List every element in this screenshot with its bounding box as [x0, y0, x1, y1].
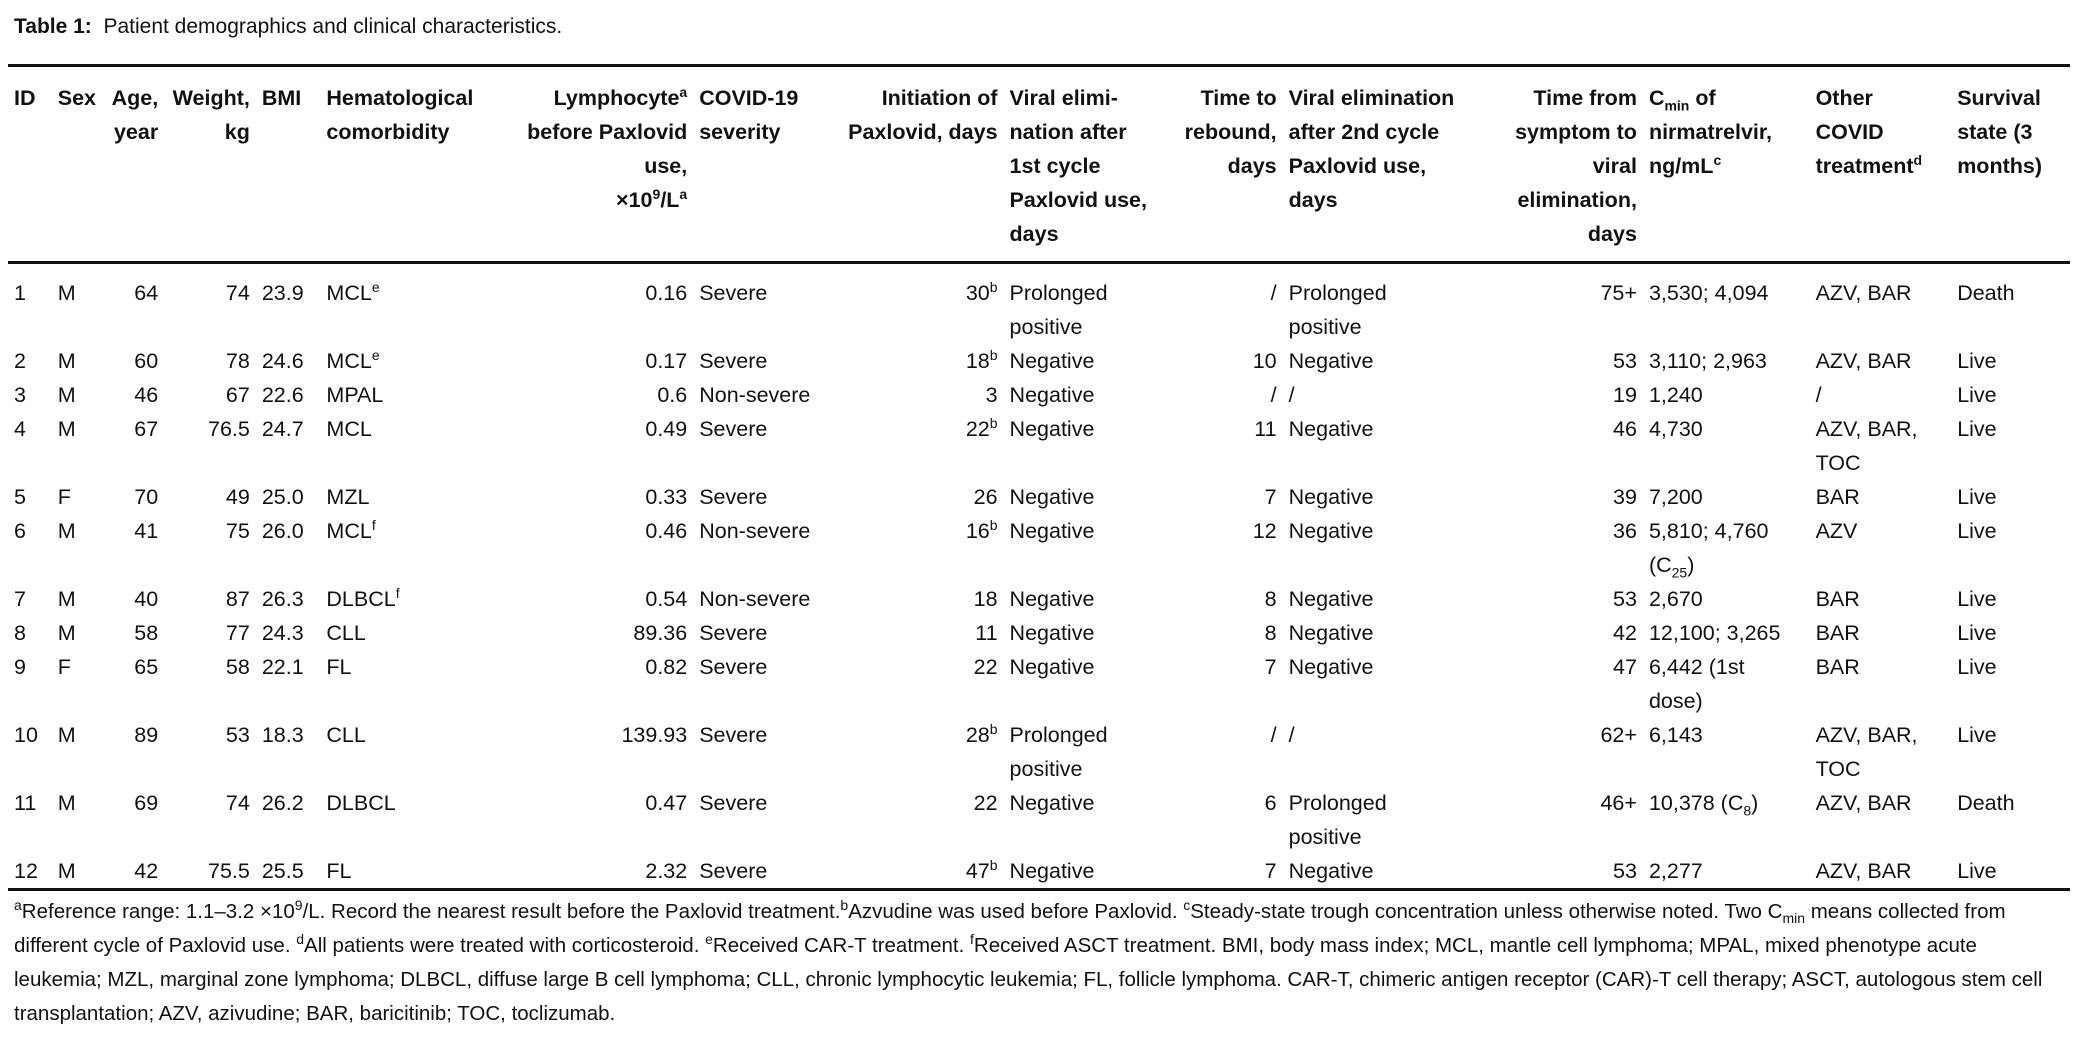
header-comorbidity: Hematological comorbidity: [326, 86, 474, 144]
cell-elim1: Negative: [1009, 383, 1095, 407]
header-lymphocyte: Lymphocyte$^a$ before Paxlovid use, $\times 10^9/L^a$: [527, 83, 688, 212]
cell-age: 69: [134, 791, 159, 815]
cell-elim2: Negative: [1288, 859, 1374, 883]
cell-comorbidity: MPAL: [326, 383, 384, 407]
cell-initiation: 11: [975, 621, 998, 645]
header-severity: COVID-19 severity: [699, 86, 799, 144]
cell-initiation: 3: [985, 383, 998, 407]
table-row: [8, 378, 2070, 412]
cell-id: 3: [14, 383, 26, 407]
cell-rebound: 6: [1264, 791, 1277, 815]
cell-age: 60: [134, 349, 159, 373]
table-row: [8, 582, 2070, 616]
cell-other: AZV, BAR: [1815, 281, 1912, 305]
cell-elim2: Negative: [1288, 519, 1374, 543]
cell-age: 89: [134, 723, 159, 747]
cell-time-symptom: 19: [1613, 383, 1637, 407]
cell-id: 11: [14, 791, 37, 815]
cell-sex: M: [57, 349, 76, 373]
cell-rebound: 8: [1264, 587, 1277, 611]
cell-severity: Severe: [699, 349, 768, 373]
cell-severity: Severe: [699, 281, 768, 305]
cell-sex: M: [57, 587, 76, 611]
cell-comorbidity: FL: [326, 655, 352, 679]
cell-weight: 74: [225, 281, 250, 305]
cell-elim2: /: [1288, 723, 1295, 747]
cell-other: /: [1815, 383, 1822, 407]
cell-elim1: Negative: [1009, 655, 1095, 679]
cell-severity: Non-severe: [699, 587, 811, 611]
cell-rebound: 7: [1264, 485, 1277, 509]
cell-other: BAR: [1815, 621, 1860, 645]
cell-rebound: 10: [1252, 349, 1277, 373]
table-row: [8, 718, 2070, 786]
cell-weight: 87: [225, 587, 250, 611]
cell-time-symptom: 46+: [1600, 791, 1637, 815]
cell-comorbidity: MCLe: [326, 346, 380, 373]
header-rebound: Time to rebound, days: [1184, 86, 1277, 178]
header-age: Age, year: [111, 86, 159, 144]
cell-sex: M: [57, 723, 76, 747]
cell-bmi: 26.2: [261, 791, 304, 815]
cell-rebound: /: [1270, 723, 1277, 747]
cell-cmin: 6,143: [1648, 723, 1703, 747]
cell-elim1: Prolonged positive: [1009, 723, 1108, 781]
cell-id: 12: [14, 859, 38, 883]
table-row: [8, 786, 2070, 854]
cell-elim2: Negative: [1288, 417, 1374, 441]
cell-time-symptom: 39: [1613, 485, 1637, 509]
cell-weight: 49: [225, 485, 250, 509]
cell-other: AZV, BAR: [1815, 791, 1912, 815]
cell-id: 10: [14, 723, 38, 747]
cell-bmi: 25.5: [261, 859, 304, 883]
cell-elim1: Negative: [1009, 485, 1095, 509]
table-row: [8, 854, 2070, 890]
cell-lymphocyte: 2.32: [645, 859, 688, 883]
cell-rebound: 7: [1264, 859, 1277, 883]
cell-cmin: 2,277: [1648, 859, 1703, 883]
cell-weight: 67: [225, 383, 250, 407]
cell-initiation: 18$^b$: [965, 346, 998, 373]
cell-other: AZV, BAR, TOC: [1815, 723, 1918, 781]
cell-other: AZV, BAR, TOC: [1815, 417, 1918, 475]
cell-cmin: 1,240: [1648, 383, 1703, 407]
table-row: [8, 480, 2070, 514]
cell-time-symptom: 47: [1613, 655, 1637, 679]
cell-severity: Severe: [699, 723, 768, 747]
cell-sex: M: [57, 383, 76, 407]
cell-comorbidity: CLL: [326, 723, 366, 747]
cell-severity: Severe: [699, 655, 768, 679]
caption-label: Table 1:: [14, 15, 92, 38]
cell-bmi: 26.3: [261, 587, 304, 611]
cell-elim1: Negative: [1009, 621, 1095, 645]
table-body: [8, 263, 2070, 890]
cell-other: BAR: [1815, 587, 1860, 611]
cell-initiation: 28$^b$: [965, 720, 998, 747]
cell-initiation: 22$^b$: [965, 414, 998, 441]
cell-survival: Live: [1957, 587, 1997, 611]
cell-bmi: 24.3: [261, 621, 304, 645]
cell-survival: Live: [1957, 655, 1997, 679]
cell-cmin: 6,442 (1st dose): [1648, 655, 1745, 713]
cell-survival: Live: [1957, 723, 1997, 747]
table-row: [8, 412, 2070, 480]
cell-rebound: /: [1270, 281, 1277, 305]
cell-severity: Non-severe: [699, 383, 811, 407]
cell-elim2: Negative: [1288, 349, 1374, 373]
cell-age: 70: [134, 485, 159, 509]
cell-elim2: Negative: [1288, 655, 1374, 679]
cell-cmin: 7,200: [1648, 485, 1703, 509]
cell-bmi: 26.0: [261, 519, 304, 543]
header-initiation: Initiation of Paxlovid, days: [848, 86, 998, 144]
cell-rebound: 12: [1252, 519, 1277, 543]
cell-sex: M: [57, 519, 76, 543]
cell-lymphocyte: 0.33: [645, 485, 688, 509]
table-caption: [14, 12, 2068, 42]
cell-weight: 77: [225, 621, 250, 645]
cell-comorbidity: MCL: [326, 417, 372, 441]
caption-text: Patient demographics and clinical characteristics.: [103, 15, 563, 38]
header-sex: Sex: [57, 86, 96, 110]
cell-cmin: 3,110; 2,963: [1648, 349, 1767, 373]
cell-sex: M: [57, 417, 76, 441]
table-row: [8, 514, 2070, 582]
cell-sex: M: [57, 621, 76, 645]
cell-weight: 78: [225, 349, 250, 373]
cell-sex: M: [57, 791, 76, 815]
cell-time-symptom: 36: [1613, 519, 1637, 543]
cell-initiation: 22: [973, 655, 998, 679]
cell-survival: Live: [1957, 383, 1997, 407]
cell-survival: Live: [1957, 519, 1997, 543]
cell-lymphocyte: 0.82: [645, 655, 688, 679]
cell-time-symptom: 46: [1613, 417, 1637, 441]
cell-rebound: 7: [1264, 655, 1277, 679]
table-row: [8, 263, 2070, 345]
cell-survival: Live: [1957, 485, 1997, 509]
cell-severity: Severe: [699, 485, 768, 509]
header-weight: Weight, kg: [172, 86, 250, 144]
cell-comorbidity: DLBCL$^f$: [326, 584, 400, 611]
cell-age: 67: [134, 417, 159, 441]
cell-initiation: 47$^b$: [965, 856, 998, 883]
table-row: [8, 650, 2070, 718]
cell-survival: Live: [1957, 859, 1997, 883]
cell-bmi: 25.0: [261, 485, 304, 509]
cell-id: 5: [14, 485, 26, 509]
cell-weight: 75: [225, 519, 250, 543]
cell-cmin: 4,730: [1648, 417, 1703, 441]
header-id: ID: [14, 86, 36, 110]
cell-weight: 53: [225, 723, 250, 747]
header-elim1: Viral elimi-nation after 1st cycle Paxlovid use, days: [1009, 86, 1147, 246]
cell-age: 41: [134, 519, 159, 543]
patient-table: [8, 64, 2070, 891]
cell-bmi: 24.6: [261, 349, 304, 373]
header-other: Other COVID treatment$^d$: [1815, 86, 1923, 178]
cell-age: 40: [134, 587, 159, 611]
cell-age: 46: [134, 383, 159, 407]
cell-severity: Severe: [699, 417, 768, 441]
cell-elim2: Prolonged positive: [1288, 281, 1387, 339]
cell-lymphocyte: 89.36: [633, 621, 688, 645]
cell-cmin: 10,378 $(C_8)$: [1648, 791, 1759, 819]
cell-comorbidity: DLBCL: [326, 791, 396, 815]
cell-comorbidity: MCLe: [326, 278, 380, 305]
header-cmin: $C_{min}$ of nirmatrelvir, $ng/mL^c$: [1648, 86, 1773, 178]
cell-elim1: Negative: [1009, 349, 1095, 373]
cell-bmi: 22.1: [261, 655, 304, 679]
cell-elim1: Negative: [1009, 791, 1095, 815]
header-bmi: BMI: [261, 86, 302, 110]
cell-id: 7: [14, 587, 26, 611]
cell-cmin: 5,810; 4,760 $(C_{25})$: [1648, 519, 1769, 581]
cell-elim1: Negative: [1009, 859, 1095, 883]
cell-comorbidity: FL: [326, 859, 352, 883]
cell-weight: 58: [225, 655, 250, 679]
cell-lymphocyte: 0.46: [645, 519, 688, 543]
table-footnote: $^a$Reference range: $1.1-3.2 \times 10^9/L$. Record the nearest result before the Paxlovid treatment.$^b$Azvudine was used before Paxlovid. $^c$Steady-state trough concentration unless otherwise noted. Two $C_{min}$ means collected from different cycle of Paxlovid use. $^d$All patients were treated with corticosteroid. $^e$Received CAR-T treatment. $^f$Received ASCT treatment. BMI, body mass index; MCL, mantle cell lymphoma; MPAL, mixed phenotype acute leukemia; MZL, marginal zone lymphoma; DLBCL, diffuse large B cell lymphoma; CLL, chronic lymphocytic leukemia; FL, follicle lymphoma. CAR-T, chimeric antigen receptor (CAR)-T cell therapy; ASCT, autologous stem cell transplantation; AZV, azivudine; BAR, baricitinib; TOC, toclizumab.: [14, 897, 2043, 1025]
cell-severity: Severe: [699, 859, 768, 883]
cell-rebound: 8: [1264, 621, 1277, 645]
cell-bmi: 22.6: [261, 383, 304, 407]
cell-weight: 74: [225, 791, 250, 815]
cell-sex: F: [57, 485, 71, 509]
cell-time-symptom: 42: [1613, 621, 1637, 645]
cell-initiation: 22: [973, 791, 998, 815]
cell-id: 4: [14, 417, 26, 441]
cell-lymphocyte: 0.47: [645, 791, 688, 815]
cell-time-symptom: 53: [1613, 349, 1637, 373]
cell-cmin: 2,670: [1648, 587, 1703, 611]
table-row: [8, 616, 2070, 650]
cell-initiation: 30$^b$: [965, 278, 998, 305]
cell-comorbidity: CLL: [326, 621, 366, 645]
cell-comorbidity: MCL$^f$: [326, 516, 376, 543]
cell-bmi: 18.3: [261, 723, 304, 747]
cell-id: 6: [14, 519, 26, 543]
cell-comorbidity: MZL: [326, 485, 370, 509]
cell-age: 64: [134, 281, 159, 305]
cell-bmi: 23.9: [261, 281, 304, 305]
cell-survival: Live: [1957, 621, 1997, 645]
cell-sex: M: [57, 281, 76, 305]
cell-other: AZV: [1815, 519, 1858, 543]
cell-age: 58: [134, 621, 159, 645]
cell-other: AZV, BAR: [1815, 859, 1912, 883]
cell-survival: Death: [1957, 791, 2015, 815]
cell-severity: Severe: [699, 621, 768, 645]
cell-severity: Severe: [699, 791, 768, 815]
cell-elim1: Prolonged positive: [1009, 281, 1108, 339]
cell-initiation: 18: [973, 587, 998, 611]
cell-cmin: 12,100; 3,265: [1648, 621, 1781, 645]
cell-lymphocyte: 0.54: [645, 587, 688, 611]
cell-lymphocyte: 0.6: [657, 383, 688, 407]
header-time-symptom: Time from symptom to viral elimination, days: [1515, 86, 1637, 246]
cell-elim2: /: [1288, 383, 1295, 407]
cell-initiation: 26: [973, 485, 998, 509]
cell-elim2: Negative: [1288, 621, 1374, 645]
cell-weight: 76.5: [207, 417, 250, 441]
cell-bmi: 24.7: [261, 417, 304, 441]
cell-severity: Non-severe: [699, 519, 811, 543]
cell-survival: Death: [1957, 281, 2015, 305]
cell-id: 1: [14, 281, 26, 305]
cell-other: AZV, BAR: [1815, 349, 1912, 373]
header-survival: Survival state (3 months): [1957, 86, 2042, 178]
cell-lymphocyte: 0.17: [645, 349, 688, 373]
cell-elim1: Negative: [1009, 519, 1095, 543]
cell-other: BAR: [1815, 655, 1860, 679]
cell-time-symptom: 62+: [1600, 723, 1637, 747]
cell-survival: Live: [1957, 417, 1997, 441]
cell-other: BAR: [1815, 485, 1860, 509]
cell-time-symptom: 53: [1613, 859, 1637, 883]
cell-id: 9: [14, 655, 26, 679]
cell-initiation: 16$^b$: [965, 516, 998, 543]
cell-rebound: /: [1270, 383, 1277, 407]
cell-id: 2: [14, 349, 26, 373]
cell-survival: Live: [1957, 349, 1997, 373]
cell-weight: 75.5: [207, 859, 250, 883]
cell-rebound: 11: [1254, 417, 1277, 441]
cell-cmin: 3,530; 4,094: [1648, 281, 1769, 305]
cell-age: 42: [134, 859, 159, 883]
table-header-row: [8, 66, 2070, 263]
cell-id: 8: [14, 621, 26, 645]
cell-time-symptom: 53: [1613, 587, 1637, 611]
table-row: [8, 344, 2070, 378]
cell-elim2: Prolonged positive: [1288, 791, 1387, 849]
cell-lymphocyte: 139.93: [621, 723, 688, 747]
cell-sex: M: [57, 859, 76, 883]
cell-age: 65: [134, 655, 159, 679]
header-elim2: Viral elimination after 2nd cycle Paxlovid use, days: [1288, 86, 1455, 212]
cell-elim1: Negative: [1009, 417, 1095, 441]
cell-time-symptom: 75+: [1600, 281, 1637, 305]
cell-elim1: Negative: [1009, 587, 1095, 611]
cell-elim2: Negative: [1288, 485, 1374, 509]
cell-lymphocyte: 0.49: [645, 417, 688, 441]
cell-lymphocyte: 0.16: [645, 281, 688, 305]
cell-elim2: Negative: [1288, 587, 1374, 611]
cell-sex: F: [57, 655, 71, 679]
